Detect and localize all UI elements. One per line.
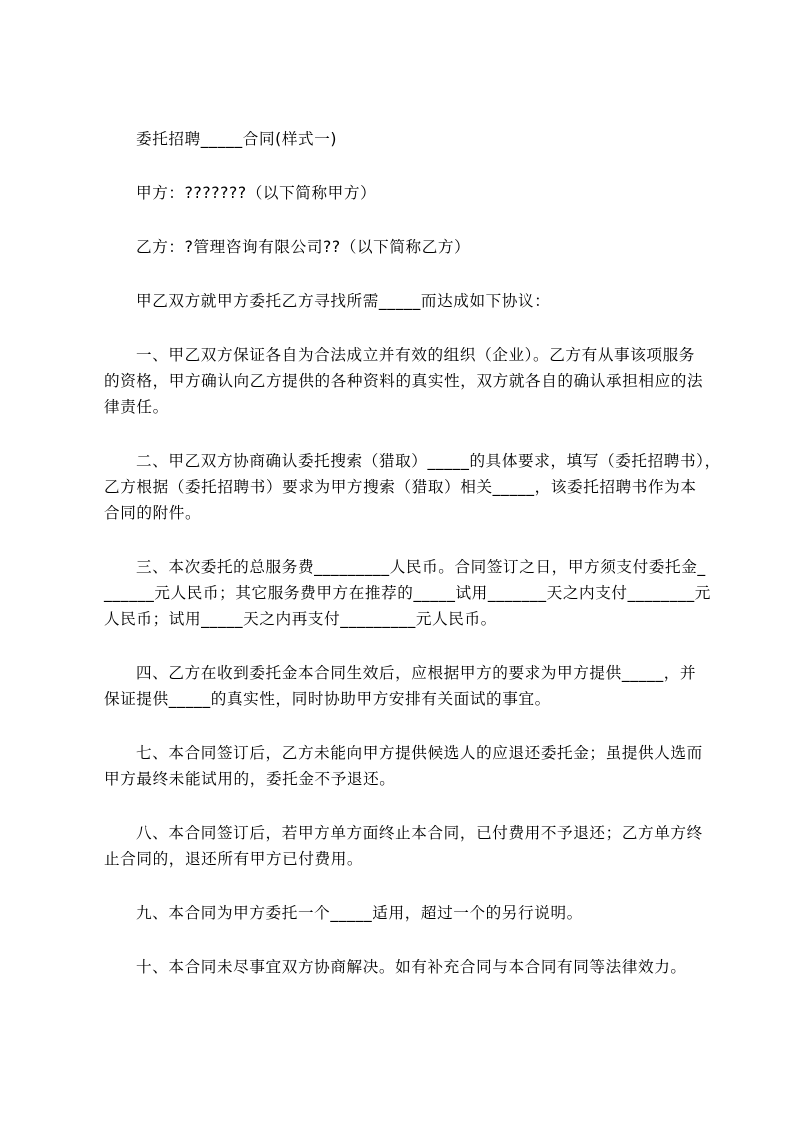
- text-line: 十、本合同未尽事宜双方协商解决。如有补充合同与本合同有同等法律效力。: [136, 958, 687, 976]
- paragraph-clause-3: [104, 554, 724, 632]
- text-line: ______元人民币；其它服务费甲方在推荐的_____试用_______天之内支付________元: [104, 584, 711, 602]
- text-line: 七、本合同签订后，乙方未能向甲方提供候选人的应退还委托金；虽提供人选而: [136, 744, 703, 762]
- text-line: 律责任。: [104, 398, 169, 416]
- text-line: 三、本次委托的总服务费_________人民币。合同签订之日，甲方须支付委托金_: [136, 558, 706, 576]
- paragraph-title: [104, 126, 724, 152]
- text-line: 的资格，甲方确认向乙方提供的各种资料的真实性，双方就各自的确认承担相应的法: [104, 372, 704, 390]
- text-line: 甲方最终未能试用的，委托金不予退还。: [104, 770, 396, 788]
- text-line: 委托招聘_____合同(样式一): [136, 130, 338, 148]
- paragraph-clause-1: [104, 342, 724, 420]
- text-line: 一、甲乙双方保证各自为合法成立并有效的组织（企业）。乙方有从事该项服务: [136, 346, 695, 364]
- paragraph-clause-8: [104, 820, 724, 872]
- paragraph-clause-2: [104, 448, 724, 526]
- paragraph-clause-10: [104, 954, 724, 980]
- text-line: 四、乙方在收到委托金本合同生效后，应根据甲方的要求为甲方提供_____，并: [136, 664, 697, 682]
- text-line: 合同的附件。: [104, 504, 202, 522]
- paragraph-party-a: [104, 180, 724, 206]
- text-line: 保证提供_____的真实性，同时协助甲方安排有关面试的事宜。: [104, 690, 551, 708]
- text-line: 乙方根据（委托招聘书）要求为甲方搜索（猎取）相关_____，该委托招聘书作为本: [104, 478, 697, 496]
- text-line: 止合同的，退还所有甲方已付费用。: [104, 850, 364, 868]
- paragraph-clause-9: [104, 900, 724, 926]
- text-line: 八、本合同签订后，若甲方单方面终止本合同，已付费用不予退还；乙方单方终: [136, 824, 703, 842]
- document-body: [104, 126, 724, 1008]
- text-line: 乙方：?管理咨询有限公司??（以下简称乙方）: [136, 238, 471, 256]
- text-line: 人民币；试用_____天之内再支付_________元人民币。: [104, 610, 497, 628]
- paragraph-clause-4: [104, 660, 724, 712]
- text-line: 甲乙双方就甲方委托乙方寻找所需_____而达成如下协议：: [136, 292, 551, 310]
- paragraph-preamble: [104, 288, 724, 314]
- paragraph-party-b: [104, 234, 724, 260]
- text-line: 甲方：???????（以下简称甲方）: [136, 184, 377, 202]
- text-line: 九、本合同为甲方委托一个_____适用，超过一个的另行说明。: [136, 904, 583, 922]
- paragraph-clause-7: [104, 740, 724, 792]
- text-line: 二、甲乙双方协商确认委托搜索（猎取）_____的具体要求，填写（委托招聘书），: [136, 452, 721, 470]
